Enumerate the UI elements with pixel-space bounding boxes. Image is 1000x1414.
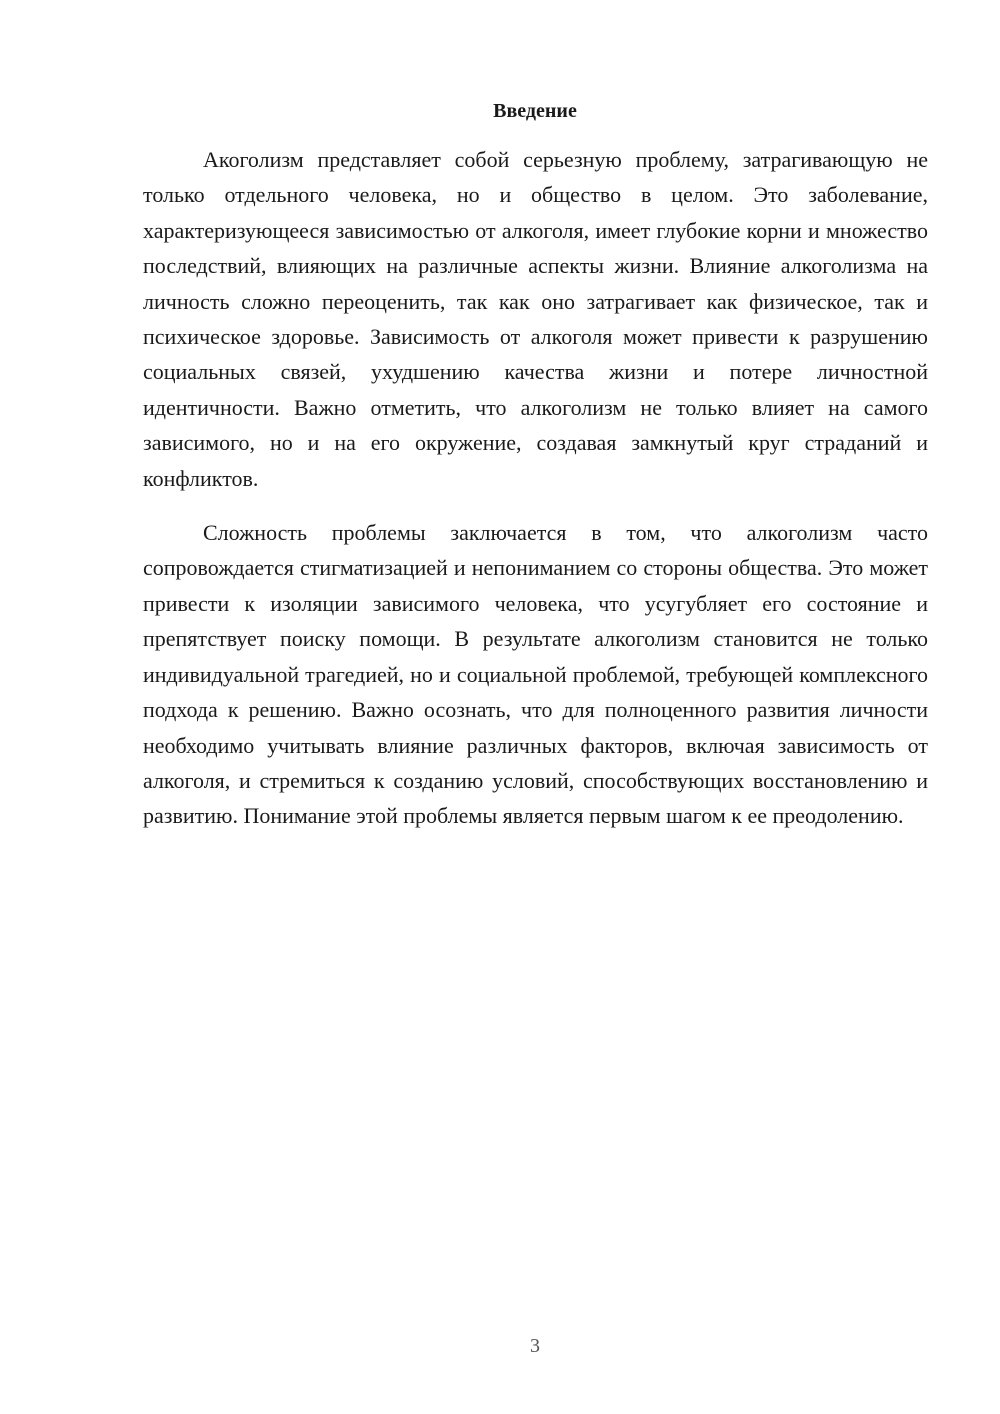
page-number: 3	[530, 1335, 540, 1357]
paragraph-complexity: Сложность проблемы заключается в том, что алкоголизм часто сопровождается стигматизацией и непониманием со стороны общества. Это может привести к изоляции зависимого человека, что усугубляет его состояние и препятствует поиску помощи. В результате алкоголизм становится не только индивидуальной трагедией, но и социальной проблемой, требующей комплексного подхода к решению. Важно осознать, что для полноценного развития личности необходимо учитывать влияние различных факторов, включая зависимость от алкоголя, и стремиться к созданию условий, способствующих восстановлению и развитию. Понимание этой проблемы является первым шагом к ее преодолению.	[143, 520, 928, 829]
section-title: Введение	[493, 100, 577, 122]
paragraph-intro: Акоголизм представляет собой серьезную проблему, затрагивающую не только отдельного человека, но и общество в целом. Это заболевание, характеризующееся зависимостью от алкоголя, имеет глубокие корни и множество последствий, влияющих на различные аспекты жизни. Влияние алкоголизма на личность сложно переоценить, так как оно затрагивает как физическое, так и психическое здоровье. Зависимость от алкоголя может привести к разрушению социальных связей, ухудшению качества жизни и потере личностной идентичности. Важно отметить, что алкоголизм не только влияет на самого зависимого, но и на его окружение, создавая замкнутый круг страданий и конфликтов.	[143, 147, 928, 491]
body-text	[143, 142, 928, 834]
